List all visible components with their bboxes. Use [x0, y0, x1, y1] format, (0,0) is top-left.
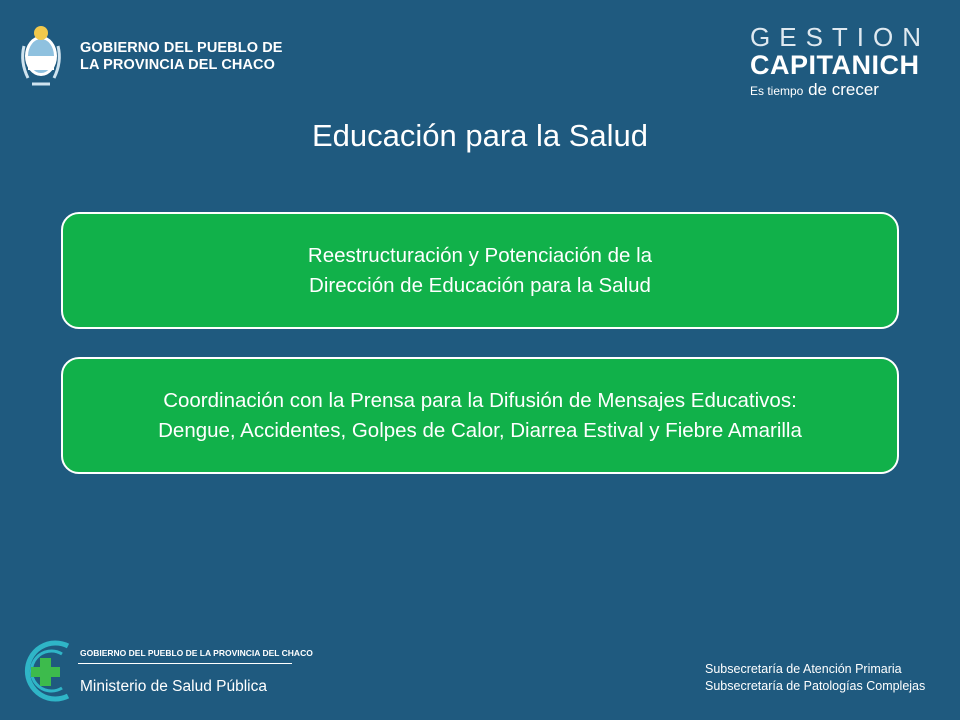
content-box-restructuring: [61, 212, 899, 329]
health-cross-icon: [18, 638, 78, 704]
slogan-part1: Es tiempo: [750, 84, 804, 98]
content-box-press-coordination: [61, 357, 899, 474]
subsec-complex-pathologies: Subsecretaría de Patologías Complejas: [705, 679, 926, 693]
box-1-line2: Dirección de Educación para la Salud: [309, 273, 651, 297]
campaign-name: CAPITANICH: [750, 50, 920, 80]
gov-name-line1: GOBIERNO DEL PUEBLO DE: [80, 40, 283, 56]
campaign-top-word: GESTION: [750, 22, 931, 52]
slogan-part2: de crecer: [808, 80, 879, 99]
subsec-primary-care: Subsecretaría de Atención Primaria: [705, 662, 902, 676]
gov-name-line2: LA PROVINCIA DEL CHACO: [80, 57, 276, 73]
government-logo: [18, 22, 288, 92]
box-2-line1: Coordinación con la Prensa para la Difusión de Mensajes Educativos:: [163, 388, 797, 412]
subsecretariats: [705, 661, 925, 695]
campaign-slogan: [750, 80, 879, 100]
box-2-line2: Dengue, Accidentes, Golpes de Calor, Diarrea Estival y Fiebre Amarilla: [158, 418, 802, 442]
ministry-logo: [18, 638, 313, 704]
box-1-line1: Reestructuración y Potenciación de la: [307, 243, 653, 267]
provincial-emblem-icon: [18, 22, 64, 90]
ministry-name: Ministerio de Salud Pública: [80, 678, 267, 695]
campaign-logo: [748, 22, 938, 102]
ministry-gov-name: GOBIERNO DEL PUEBLO DE LA PROVINCIA DEL CHACO: [80, 648, 313, 658]
ministry-divider: [78, 663, 292, 664]
slide-title: Educación para la Salud: [311, 118, 649, 153]
